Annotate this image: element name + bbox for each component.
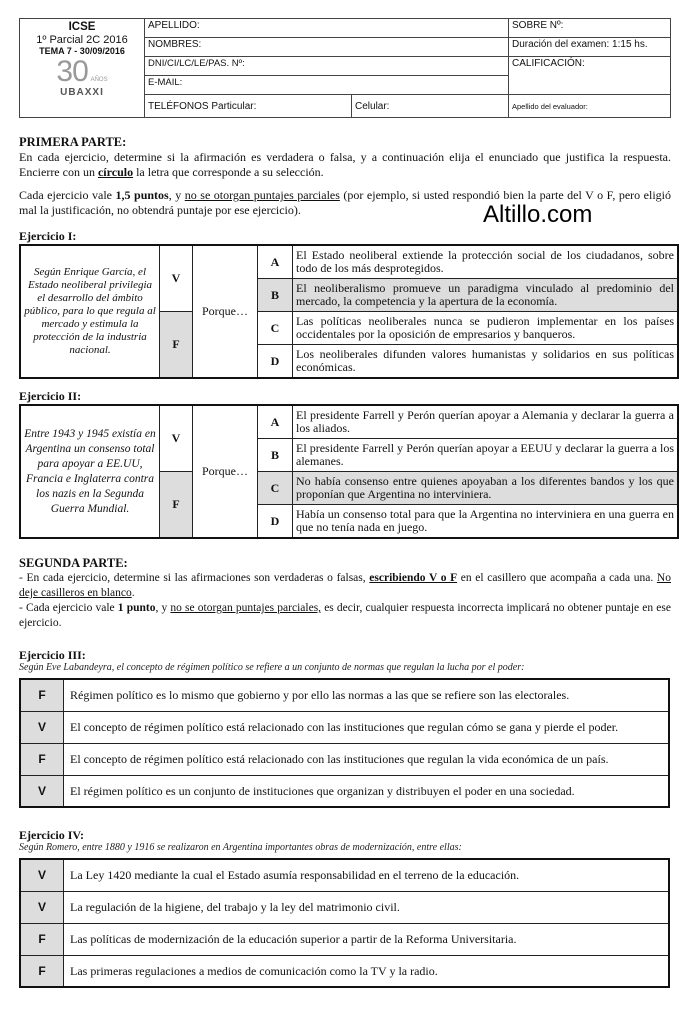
p2-instr2-points: 1 punto xyxy=(117,602,156,614)
ex3-row xyxy=(20,679,669,711)
logo-org: UBAXXI xyxy=(60,87,104,98)
exam-id-block xyxy=(20,19,145,118)
ex4-answer-1[interactable]: V xyxy=(20,859,64,891)
ex3-text-4: El régimen político es un conjunto de instituciones que organizan y distribuyen el poder en una sociedad. xyxy=(64,775,670,807)
ex3-answer-1[interactable]: F xyxy=(20,679,64,711)
ex1-letter-b[interactable]: B xyxy=(258,279,293,312)
watermark: Altillo.com xyxy=(483,201,593,228)
instr1-text-end: la letra que corresponde a su selección. xyxy=(133,165,324,179)
ex1-v-option[interactable]: V xyxy=(160,245,193,312)
p2-instr1-end: . xyxy=(131,587,135,599)
instr2-text: Cada ejercicio vale xyxy=(19,188,116,202)
ex4-subtitle: Según Romero, entre 1880 y 1916 se realizaron en Argentina importantes obras de modernización, entre ellas: xyxy=(19,842,462,853)
logo-years: AÑOS xyxy=(90,77,108,83)
ex3-subtitle: Según Eve Labandeyra, el concepto de régimen político se refiere a un conjunto de normas que regulan la lucha por el poder: xyxy=(19,662,525,673)
ex3-text-2: El concepto de régimen político está relacionado con las instituciones que regulan cómo se gana y pierde el poder. xyxy=(64,711,670,743)
ex1-table xyxy=(19,244,679,379)
apellido-field[interactable]: APELLIDO: xyxy=(145,19,509,38)
p2-instr2-no-parcial: no se otorgan puntajes parciales, xyxy=(170,602,322,614)
part2-instructions xyxy=(19,556,671,631)
ex2-option-b: El presidente Farrell y Perón querían apoyar a EEUU y declarar la guerra a los alemanes. xyxy=(293,439,679,472)
instr2-sep: , y xyxy=(168,188,185,202)
p2-instr1-mid: en el casillero que acompaña a cada una. xyxy=(457,572,657,584)
instr1-emph: círculo xyxy=(97,165,134,179)
email-field[interactable]: E-MAIL: xyxy=(145,76,509,95)
nombres-field[interactable]: NOMBRES: xyxy=(145,38,509,57)
ex1-option-c: Las políticas neoliberales nunca se pudieron implementar en los países occidentales por la oposición de empresarios y banqueros. xyxy=(293,312,679,345)
ex2-letter-c[interactable]: C xyxy=(258,472,293,505)
ex2-title: Ejercicio II: xyxy=(19,389,82,403)
ex1-f-option[interactable]: F xyxy=(160,312,193,379)
part1-instr1 xyxy=(19,150,671,180)
instr1-text: En cada ejercicio, determine si la afirmación es verdadera o falsa, y a continuación elija el enunciado que justifica la respuesta. Encierre con un xyxy=(19,150,671,179)
p2-instr2-sep: , y xyxy=(155,602,171,614)
ex2-statement: Entre 1943 y 1945 existía en Argentina un consenso total para apoyar a EE.UU, Francia e Inglaterra contra los nazis en la Segunda Guerra Mundial. xyxy=(20,405,160,538)
part2-title: SEGUNDA PARTE: xyxy=(19,556,128,570)
ex2-table xyxy=(19,404,679,539)
ex3-text-1: Régimen político es lo mismo que gobierno y por ello las normas a las que se refiere son las electorales. xyxy=(64,679,670,711)
ex4-row xyxy=(20,955,669,987)
ex3-row xyxy=(20,711,669,743)
logo-number: 30 xyxy=(56,55,88,88)
ex3-answer-4[interactable]: V xyxy=(20,775,64,807)
p2-instr1-emph: escribiendo V o F xyxy=(369,572,458,584)
calificacion-field[interactable]: CALIFICACIÓN: xyxy=(509,57,671,95)
ex2-f-option[interactable]: F xyxy=(160,472,193,539)
exam-header xyxy=(19,18,671,118)
instr2-points: 1,5 puntos xyxy=(115,188,169,202)
exam-tema: TEMA 7 - 30/09/2016 xyxy=(39,46,125,56)
ex2-option-c: No había consenso entre quienes apoyaban a los diferentes bandos y los que proponían que Argentina no interviniera. xyxy=(293,472,679,505)
ex2-v-option[interactable]: V xyxy=(160,405,193,472)
ex3-text-3: El concepto de régimen político está relacionado con las instituciones que regulan la vida económica de un país. xyxy=(64,743,670,775)
ex4-text-1: La Ley 1420 mediante la cual el Estado asumía responsabilidad en el terreno de la educación. xyxy=(64,859,670,891)
evaluador-field[interactable]: Apellido del evaluador: xyxy=(509,95,671,118)
ex3-answer-3[interactable]: F xyxy=(20,743,64,775)
ex4-answer-3[interactable]: F xyxy=(20,923,64,955)
ex4-answer-2[interactable]: V xyxy=(20,891,64,923)
ex2-letter-d[interactable]: D xyxy=(258,505,293,539)
telefono-field[interactable]: TELÉFONOS Particular: xyxy=(145,95,352,118)
ex4-row xyxy=(20,859,669,891)
exam-name: 1º Parcial 2C 2016 xyxy=(36,34,128,46)
ex1-letter-d[interactable]: D xyxy=(258,345,293,379)
ex2-letter-b[interactable]: B xyxy=(258,439,293,472)
ex4-text-4: Las primeras regulaciones a medios de comunicación como la TV y la radio. xyxy=(64,955,670,987)
ex1-option-d: Los neoliberales difunden valores humanistas y solidarios en sus políticas económicas. xyxy=(293,345,679,379)
ex1-statement: Según Enrique García, el Estado neoliberal privilegia el desarrollo del ámbito público, para lo que regula al mercado y estimula la protección de la industria nacional. xyxy=(20,245,160,378)
p2-instr2-text: - Cada ejercicio vale xyxy=(19,602,118,614)
ex1-option-a: El Estado neoliberal extiende la protección social de los ciudadanos, sobre todo de los más desprotegidos. xyxy=(293,245,679,279)
sobre-field[interactable]: SOBRE Nº: xyxy=(509,19,671,38)
instr2-text-end: (por ejemplo, si usted respondió bien la parte del V o F, pero eligió mal la justificación, no obtendrá puntaje por ese ejercicio). xyxy=(19,188,672,217)
ex1-letter-a[interactable]: A xyxy=(258,245,293,279)
celular-field[interactable]: Celular: xyxy=(352,95,509,118)
p2-instr1-no-blanks: No deje casilleros en blanco xyxy=(19,572,671,599)
part2-instr2 xyxy=(19,601,671,631)
part2-instr1 xyxy=(19,571,671,601)
duracion-label: Duración del examen: 1:15 hs. xyxy=(509,38,671,57)
ex3-row xyxy=(20,743,669,775)
ex1-option-b: El neoliberalismo promueve un paradigma vinculado al predominio del mercado, la competencia y la apertura de la economía. xyxy=(293,279,679,312)
school-name: ICSE xyxy=(68,21,96,33)
p2-instr1-text: - En cada ejercicio, determine si las afirmaciones son verdaderas o falsas, xyxy=(19,572,370,584)
ex2-option-d: Había un consenso total para que la Argentina no interviniera en una guerra en que no tenía nada en juego. xyxy=(293,505,679,539)
ex4-text-3: Las políticas de modernización de la educación superior a partir de la Reforma Universitaria. xyxy=(64,923,670,955)
ex3-row xyxy=(20,775,669,807)
ex4-text-2: La regulación de la higiene, del trabajo y la ley del matrimonio civil. xyxy=(64,891,670,923)
ex4-row xyxy=(20,891,669,923)
ex3-table xyxy=(19,678,670,808)
ex2-letter-a[interactable]: A xyxy=(258,405,293,439)
instr2-no-parcial: no se otorgan puntajes parciales xyxy=(184,188,340,202)
dni-field[interactable]: DNI/CI/LC/LE/PAS. Nº: xyxy=(145,57,509,76)
ex1-letter-c[interactable]: C xyxy=(258,312,293,345)
ex1-porque: Porque… xyxy=(193,245,258,378)
ubaxxi-logo xyxy=(22,57,142,98)
ex4-title: Ejercicio IV: xyxy=(19,828,84,842)
ex2-porque: Porque… xyxy=(193,405,258,538)
ex3-title: Ejercicio III: xyxy=(19,648,86,662)
ex4-table xyxy=(19,858,670,988)
ex4-answer-4[interactable]: F xyxy=(20,955,64,987)
p2-instr2-end: es decir, cualquier respuesta incorrecta implicará no obtener puntaje en ese ejercicio. xyxy=(19,602,671,629)
ex3-answer-2[interactable]: V xyxy=(20,711,64,743)
ex1-title: Ejercicio I: xyxy=(19,229,77,243)
ex2-option-a: El presidente Farrell y Perón querían apoyar a Alemania y declarar la guerra a los aliados. xyxy=(293,405,679,439)
ex4-row xyxy=(20,923,669,955)
part1-title: PRIMERA PARTE: xyxy=(19,135,127,149)
